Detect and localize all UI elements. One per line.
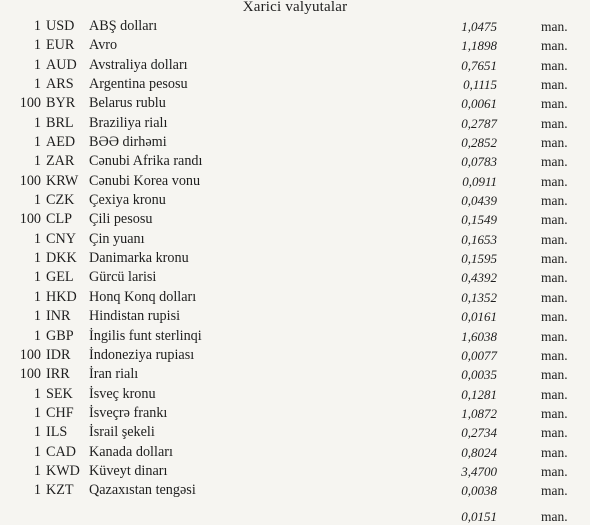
exchange-rate: 0,4392: [461, 270, 497, 286]
exchange-rate: 0,1352: [461, 289, 497, 305]
exchange-rate: 0,0161: [461, 309, 497, 325]
unit-label: man.: [541, 309, 568, 325]
unit-label: man.: [541, 173, 568, 189]
currency-code: CAD: [46, 443, 76, 460]
currency-row: [0, 172, 590, 191]
unit-label: man.: [541, 135, 568, 151]
unit-amount: 1: [33, 385, 41, 402]
currency-row: [0, 94, 590, 113]
cutoff-rate: 0,0151: [461, 509, 497, 524]
cutoff-unit-label: man.: [541, 509, 568, 524]
currency-row: [0, 268, 590, 287]
unit-label: man.: [541, 289, 568, 305]
currency-name: İngilis funt sterlinqi: [89, 327, 202, 344]
currency-code: USD: [46, 18, 75, 34]
unit-amount: 1: [33, 443, 41, 460]
unit-amount: 1: [33, 114, 41, 131]
unit-label: man.: [541, 367, 568, 383]
currency-code: CNY: [46, 230, 76, 247]
unit-label: man.: [541, 347, 568, 363]
unit-label: man.: [541, 115, 568, 131]
currency-code: DKK: [46, 250, 77, 267]
unit-label: man.: [541, 212, 568, 228]
unit-label: man.: [541, 328, 568, 344]
unit-amount: 1: [33, 18, 41, 34]
unit-label: man.: [541, 386, 568, 402]
currency-name: İndoneziya rupiası: [89, 346, 195, 363]
unit-amount: 1: [33, 56, 41, 73]
currency-name: Braziliya rialı: [89, 114, 168, 131]
currency-row: [0, 133, 590, 152]
currency-row: [0, 462, 590, 481]
exchange-rate: 0,1115: [463, 77, 497, 93]
exchange-rate: 0,0439: [461, 193, 497, 209]
currency-code: CHF: [46, 404, 74, 421]
unit-amount: 1: [33, 37, 41, 54]
currency-row: [0, 443, 590, 462]
unit-label: man.: [541, 483, 568, 499]
unit-label: man.: [541, 38, 568, 54]
unit-label: man.: [541, 463, 568, 479]
currency-name: Cənubi Afrika randı: [89, 153, 203, 170]
unit-amount: 1: [33, 250, 41, 267]
unit-amount: 1: [33, 404, 41, 421]
unit-label: man.: [541, 77, 568, 93]
currency-code: ZAR: [46, 153, 75, 170]
exchange-rate: 1,1898: [461, 38, 497, 54]
unit-amount: 100: [19, 346, 41, 363]
exchange-rate: 0,0783: [461, 154, 497, 170]
exchange-rate: 0,0911: [462, 173, 497, 189]
currency-code: KZT: [46, 482, 74, 499]
exchange-rate: 0,0061: [461, 96, 497, 112]
currency-code: CLP: [46, 211, 73, 228]
currency-code: CZK: [46, 192, 75, 209]
currency-row: [0, 385, 590, 404]
currency-code: KRW: [46, 172, 79, 189]
exchange-rate: 0,2852: [461, 135, 497, 151]
unit-label: man.: [541, 231, 568, 247]
currency-row: [0, 56, 590, 75]
currency-code: EUR: [46, 37, 75, 54]
exchange-rate: 0,1281: [461, 386, 497, 402]
currency-code: AUD: [46, 56, 77, 73]
unit-amount: 1: [33, 308, 41, 325]
currency-row: [0, 210, 590, 229]
currency-code: KWD: [46, 462, 80, 479]
unit-label: man.: [541, 444, 568, 460]
currency-name: Çexiya kronu: [89, 192, 166, 209]
currency-name: BƏƏ dirhəmi: [89, 134, 167, 151]
currency-list: [0, 17, 590, 501]
currency-name: Gürcü larisi: [89, 269, 157, 286]
currency-code: BRL: [46, 114, 74, 131]
currency-row: [0, 114, 590, 133]
currency-row: [0, 36, 590, 55]
exchange-rate: 1,6038: [461, 328, 497, 344]
cutoff-row: [0, 509, 590, 523]
currency-row: [0, 152, 590, 171]
exchange-rate: 1,0872: [461, 405, 497, 421]
currency-row: [0, 365, 590, 384]
unit-amount: 1: [33, 230, 41, 247]
exchange-rate: 0,2787: [461, 115, 497, 131]
unit-amount: 1: [33, 134, 41, 151]
exchange-rate: 0,2734: [461, 425, 497, 441]
exchange-rate: 0,0035: [461, 367, 497, 383]
currency-code: SEK: [46, 385, 73, 402]
currency-name: Qazaxıstan tengəsi: [89, 482, 196, 499]
currency-row: [0, 249, 590, 268]
unit-label: man.: [541, 57, 568, 73]
currency-row: [0, 327, 590, 346]
currency-name: İsrail şekeli: [89, 424, 155, 441]
currency-code: IRR: [46, 366, 70, 383]
exchange-rate: 0,1549: [461, 212, 497, 228]
unit-label: man.: [541, 251, 568, 267]
page-title: Xarici valyutalar: [242, 0, 348, 15]
exchange-rate: 0,0077: [461, 347, 497, 363]
currency-row: [0, 423, 590, 442]
exchange-rate: 0,1653: [461, 231, 497, 247]
currency-code: AED: [46, 134, 76, 151]
unit-amount: 1: [33, 192, 41, 209]
unit-label: man.: [541, 193, 568, 209]
currency-row: [0, 288, 590, 307]
currency-name: Hindistan rupisi: [89, 308, 181, 325]
currency-code: HKD: [46, 288, 77, 305]
currency-name: Avro: [89, 37, 118, 54]
unit-amount: 1: [33, 288, 41, 305]
unit-amount: 1: [33, 327, 41, 344]
unit-label: man.: [541, 405, 568, 421]
unit-label: man.: [541, 270, 568, 286]
currency-name: Kanada dolları: [89, 443, 173, 460]
unit-amount: 100: [19, 172, 41, 189]
currency-name: Çin yuanı: [89, 230, 145, 247]
currency-row: [0, 230, 590, 249]
unit-label: man.: [541, 154, 568, 170]
exchange-rate: 0,7651: [461, 57, 497, 73]
unit-label: man.: [541, 425, 568, 441]
currency-code: ARS: [46, 76, 74, 93]
unit-label: man.: [541, 19, 568, 34]
currency-name: Belarus rublu: [89, 95, 166, 112]
currency-code: IDR: [46, 346, 71, 363]
currency-name: İran rialı: [89, 366, 139, 383]
currency-name: Çili pesosu: [89, 211, 153, 228]
unit-amount: 1: [33, 153, 41, 170]
currency-row: [0, 75, 590, 94]
currency-name: ABŞ dolları: [89, 18, 158, 34]
currency-name: Avstraliya dolları: [89, 56, 188, 73]
currency-row: [0, 404, 590, 423]
unit-amount: 100: [19, 95, 41, 112]
currency-name: Danimarka kronu: [89, 250, 189, 267]
currency-name: İsveç kronu: [89, 385, 156, 402]
currency-name: İsveçrə frankı: [89, 404, 168, 421]
unit-amount: 1: [33, 269, 41, 286]
exchange-rate: 0,0038: [461, 483, 497, 499]
currency-name: Argentina pesosu: [89, 76, 188, 93]
currency-name: Cənubi Korea vonu: [89, 172, 201, 189]
currency-row: [0, 346, 590, 365]
unit-label: man.: [541, 96, 568, 112]
unit-amount: 1: [33, 424, 41, 441]
currency-code: BYR: [46, 95, 76, 112]
unit-amount: 1: [33, 482, 41, 499]
unit-amount: 100: [19, 366, 41, 383]
currency-code: ILS: [46, 424, 68, 441]
unit-amount: 1: [33, 462, 41, 479]
exchange-rate: 0,8024: [461, 444, 497, 460]
currency-row: [0, 481, 590, 500]
currency-row: [0, 307, 590, 326]
currency-code: GEL: [46, 269, 74, 286]
currency-name: Honq Konq dolları: [89, 288, 197, 305]
currency-row: [0, 191, 590, 210]
currency-code: GBP: [46, 327, 74, 344]
exchange-rate: 3,4700: [461, 463, 497, 479]
exchange-rate: 0,1595: [461, 251, 497, 267]
unit-amount: 100: [19, 211, 41, 228]
unit-amount: 1: [33, 76, 41, 93]
exchange-rate: 1,0475: [461, 19, 497, 34]
currency-row: [0, 17, 590, 36]
currency-name: Küveyt dinarı: [89, 462, 168, 479]
currency-code: INR: [46, 308, 71, 325]
